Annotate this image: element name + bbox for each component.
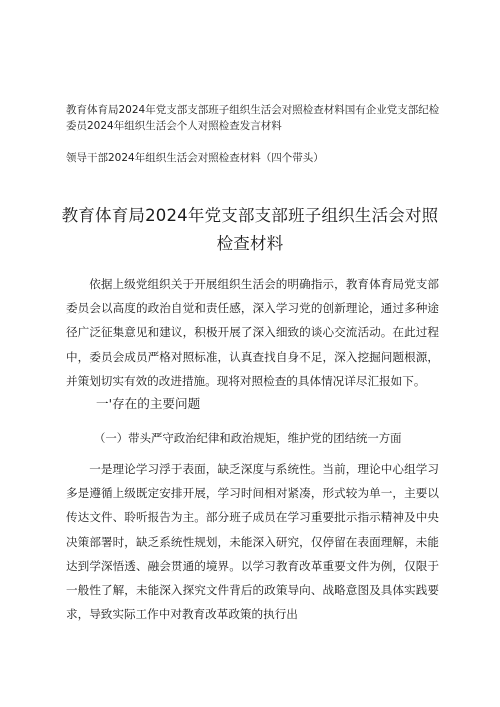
body-paragraph: 一是理论学习浮于表面，缺乏深度与系统性。当前，理论中心组学习多是遵循上级既定安排开展，学习时间相对紧凑，形式较为单一，主要以传达文件、聆听报告为主。部分班子成员在学习重要批示指示精神及中央决策部署时，缺乏系统性规划，未能深入研究，仅停留在表面理解，未能达到学深悟透、融会贯通的境界。以学习教育改革重要文件为例，仅限于一般性了解，未能深入探究文件背后的政策导向、战略意图及具体实践要求，导致实际工作中对教育改革政策的执行出: [66, 462, 439, 622]
toc-link-2[interactable]: 领导干部2024年组织生活会对照检查材料（四个带头）: [66, 152, 324, 164]
intro-paragraph: 依据上级党组织关于开展组织生活会的明确指示，教育体育局党支部委员会以高度的政治自觉和责任感，深入学习党的创新理论，通过多种途径广泛征集意见和建议，积极开展了深入细致的谈心交流活动。在此过程中，委员会成员严格对照标准，认真查找自身不足，深入挖掘问题根源，并策划切实有效的改进措施。现将对照检查的具体情况详尽汇报如下。: [66, 277, 439, 388]
section-heading: 一'存在的主要问题: [96, 396, 201, 411]
subsection-heading: （一）带头严守政治纪律和政治规矩，维护党的团结统一方面: [94, 431, 402, 445]
toc-link-1[interactable]: 教育体育局2024年党支部支部班子组织生活会对照检查材料国有企业党支部纪检委员2024年组织生活会个人对照检查发言材料: [66, 104, 440, 132]
document-title: 教育体育局2024年党支部支部班子组织生活会对照检查材料: [61, 206, 439, 253]
